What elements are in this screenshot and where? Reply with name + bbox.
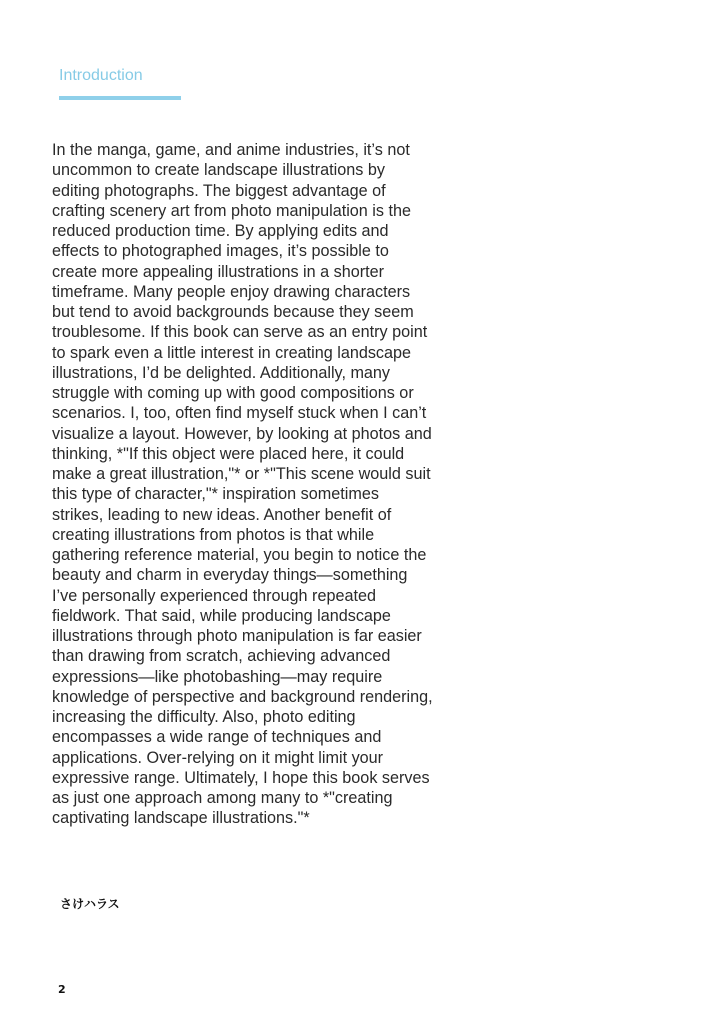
paragraph-line: knowledge of perspective and background rendering, — [52, 687, 433, 706]
paragraph-line: to spark even a little interest in creating landscape — [52, 343, 412, 362]
paragraph-line: gathering reference material, you begin to notice the — [52, 546, 427, 564]
paragraph-line: visualize a layout. However, by looking at photos and — [52, 424, 432, 443]
paragraph-line: thinking, *"If this object were placed here, it could — [52, 444, 405, 463]
paragraph-line: illustrations through photo manipulation is far easier — [52, 627, 422, 645]
paragraph-line: create more appealing illustrations in a shorter — [52, 262, 385, 281]
paragraph-line: scenarios. I, too, often find myself stuck when I can’t — [52, 404, 427, 423]
paragraph-line: applications. Over-relying on it might limit your — [52, 748, 384, 767]
paragraph-line: I’ve personally experienced through repeated — [52, 586, 376, 605]
paragraph-line: effects to photographed images, it’s possible to — [52, 242, 389, 261]
paragraph-line: but tend to avoid backgrounds because they seem — [52, 303, 414, 321]
paragraph-line: strikes, leading to new ideas. Another benefit of — [52, 505, 392, 524]
paragraph-line: make a great illustration,"* or *"This scene would suit — [52, 465, 431, 483]
paragraph-line: expressive range. Ultimately, I hope this book serves — [52, 768, 430, 787]
paragraph-line: than drawing from scratch, achieving advanced — [52, 647, 391, 666]
heading-underline — [59, 96, 181, 100]
paragraph-line: creating illustrations from photos is that while — [52, 525, 375, 544]
paragraph-line: editing photographs. The biggest advantage of — [52, 181, 386, 200]
paragraph-line: In the manga, game, and anime industries, it’s not — [52, 141, 410, 159]
paragraph-line: expressions—like photobashing—may require — [52, 667, 383, 686]
paragraph-line: increasing the difficulty. Also, photo editing — [52, 708, 356, 726]
paragraph-line: as just one approach among many to *"creating — [52, 789, 393, 807]
section-title: Introduction — [59, 67, 143, 84]
paragraph-line: reduced production time. By applying edits and — [52, 222, 389, 240]
paragraph-line: this type of character,"* inspiration sometimes — [52, 485, 379, 504]
paragraph-line: timeframe. Many people enjoy drawing characters — [52, 282, 411, 301]
page-number: 2 — [58, 983, 66, 996]
paragraph-line: fieldwork. That said, while producing landscape — [52, 606, 391, 625]
paragraph-line: illustrations, I’d be delighted. Additionally, many — [52, 363, 391, 382]
paragraph-line: captivating landscape illustrations."* — [52, 809, 310, 828]
paragraph-line: beauty and charm in everyday things—something — [52, 566, 408, 585]
author-signature: さけハラス — [60, 897, 120, 911]
paragraph-line: troublesome. If this book can serve as an entry point — [52, 323, 428, 342]
paragraph-line: crafting scenery art from photo manipulation is the — [52, 201, 412, 220]
paragraph-line: encompasses a wide range of techniques and — [52, 728, 382, 747]
introduction-paragraph — [52, 140, 462, 829]
paragraph-line: uncommon to create landscape illustrations by — [52, 161, 385, 180]
paragraph-line: struggle with coming up with good compositions or — [52, 384, 414, 402]
